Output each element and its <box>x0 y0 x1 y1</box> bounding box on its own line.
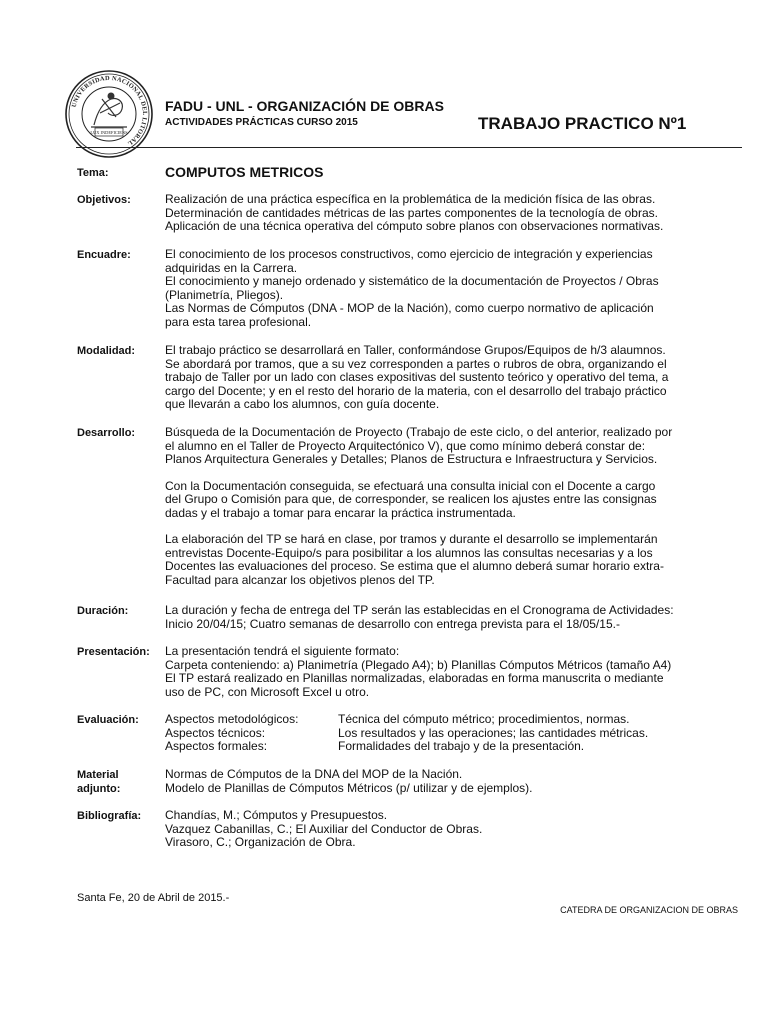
header-title: FADU - UNL - ORGANIZACIÓN DE OBRAS <box>165 98 444 114</box>
objetivos-line: Aplicación de una técnica operativa del cómputo sobre planos con observaciones normativas. <box>165 219 664 233</box>
section-encuadre <box>77 248 747 329</box>
modalidad-line: cargo del Docente; y en el resto del horario de la materia, con el desarrollo del trabajo práctico <box>165 383 667 398</box>
section-material <box>77 768 747 795</box>
encuadre-line: (Planimetría, Pliegos). <box>165 287 284 302</box>
desarrollo-line: Búsqueda de la Documentación de Proyecto (Trabajo de este ciclo, o del anterior, realizado por <box>165 425 673 439</box>
label-duracion: Duración: <box>77 605 129 617</box>
seal-ring-text: UNIVERSIDAD NACIONAL DEL LITORAL <box>70 74 149 147</box>
label-desarrollo: Desarrollo: <box>77 427 136 439</box>
label-encuadre: Encuadre: <box>77 249 131 261</box>
objetivos-line: Determinación de cantidades métricas de las partes componentes de la tecnología de obras. <box>165 205 658 220</box>
evaluacion-detail: Técnica del cómputo métrico; procedimientos, normas. <box>338 712 630 726</box>
section-tema <box>77 164 747 180</box>
label-bibliografia: Bibliografía: <box>77 810 142 822</box>
encuadre-line: El conocimiento de los procesos constructivos, como ejercicio de integración y experiencias <box>165 247 653 261</box>
encuadre-line: para esta tarea profesional. <box>165 314 312 329</box>
seal-motto: LUX INDEFICIENS <box>90 130 128 135</box>
desarrollo-line: La elaboración del TP se hará en clase, por tramos y durante el desarrollo se implementarán <box>165 532 658 546</box>
document-date: Santa Fe, 20 de Abril de 2015.- <box>77 892 230 904</box>
material-line: Normas de Cómputos de la DNA del MOP de la Nación. <box>165 767 463 781</box>
presentacion-line: La presentación tendrá el siguiente formato: <box>165 644 400 658</box>
footer-catedra: CATEDRA DE ORGANIZACION DE OBRAS <box>560 905 738 915</box>
desarrollo-line: del Grupo o Comisión para que, de corresponder, se realicen los ajustes entre las consignas <box>165 492 657 506</box>
evaluacion-aspect: Aspectos técnicos: <box>165 725 266 740</box>
label-material-line2: adjunto: <box>77 783 121 795</box>
evaluacion-detail: Los resultados y las operaciones; las cantidades métricas. <box>338 725 649 740</box>
encuadre-line: adquiridas en la Carrera. <box>165 260 298 275</box>
header-rule <box>76 147 742 148</box>
objetivos-line: Realización de una práctica específica en la problemática de la medición física de las obras. <box>165 192 656 206</box>
modalidad-line: trabajo de Taller por un lado con clases expositivas del sustento teórico y operativo del tema, a <box>165 370 669 384</box>
desarrollo-line: Docentes las evaluaciones del proceso. Se estima que el alumno deberá sumar horario extra- <box>165 559 664 573</box>
label-presentacion: Presentación: <box>77 646 150 658</box>
evaluacion-row <box>165 740 747 754</box>
desarrollo-line: dadas y el trabajo a tomar para encarar la práctica instrumentada. <box>165 505 516 520</box>
evaluacion-aspect: Aspectos formales: <box>165 739 268 753</box>
bibliografia-line: Vazquez Cabanillas, C.; El Auxiliar del Conductor de Obras. <box>165 821 483 836</box>
header-subtitle: ACTIVIDADES PRÁCTICAS CURSO 2015 <box>165 117 358 128</box>
desarrollo-line: Facultad para alcanzar los objetivos plenos del TP. <box>165 572 435 587</box>
duracion-line: La duración y fecha de entrega del TP serán las establecidas en el Cronograma de Actividades: <box>165 603 674 617</box>
section-bibliografia <box>77 809 747 850</box>
desarrollo-line: Planos Arquitectura Generales y Detalles; Planos de Estructura e Infraestructura y Servicios. <box>165 452 658 466</box>
bibliografia-line: Chandías, M.; Cómputos y Presupuestos. <box>165 808 388 822</box>
section-presentacion <box>77 645 747 699</box>
section-objetivos <box>77 193 747 234</box>
section-evaluacion <box>77 713 747 754</box>
label-material-line1: Material <box>77 769 119 781</box>
section-duracion <box>77 604 747 631</box>
section-modalidad <box>77 344 747 412</box>
desarrollo-line: el alumno en el Taller de Proyecto Arquitectónico V), que como mínimo deberá constar de: <box>165 438 646 453</box>
evaluacion-row <box>165 713 747 727</box>
modalidad-line: El trabajo práctico se desarrollará en Taller, conformándose Grupos/Equipos de h/3 alaumnos. <box>165 343 666 357</box>
modalidad-line: Se abordará por tramos, que a su vez corresponden a partes o rubros de obra, organizando el <box>165 356 667 371</box>
desarrollo-line: Con la Documentación conseguida, se efectuará una consulta inicial con el Docente a cargo <box>165 478 656 493</box>
bibliografia-line: Virasoro, C.; Organización de Obra. <box>165 835 356 849</box>
encuadre-line: Las Normas de Cómputos (DNA - MOP de la Nación), como cuerpo normativo de aplicación <box>165 301 654 315</box>
label-evaluacion: Evaluación: <box>77 714 139 726</box>
evaluacion-row <box>165 727 747 741</box>
presentacion-line: Carpeta conteniendo: a) Planimetría (Plegado A4); b) Planillas Cómputos Métricos (tamaño A4) <box>165 657 672 672</box>
duracion-line: Inicio 20/04/15; Cuatro semanas de desarrollo con entrega prevista para el 18/05/15.- <box>165 616 620 631</box>
desarrollo-line: entrevistas Docente-Equipo/s para posibilitar a los alumnos las consultas necesarias y a los <box>165 545 653 560</box>
encuadre-line: El conocimiento y manejo ordenado y sistemático de la documentación de Proyectos / Obras <box>165 274 659 288</box>
evaluacion-aspect: Aspectos metodológicos: <box>165 712 299 726</box>
university-seal <box>64 69 154 159</box>
modalidad-line: que llevarán a cabo los alumnos, con guía docente. <box>165 397 440 411</box>
tema-value: COMPUTOS METRICOS <box>165 164 324 180</box>
material-line: Modelo de Planillas de Cómputos Métricos (p/ utilizar y de ejemplos). <box>165 780 533 795</box>
evaluacion-detail: Formalidades del trabajo y de la presentación. <box>338 739 585 753</box>
section-desarrollo <box>77 426 747 587</box>
label-tema: Tema: <box>77 167 109 179</box>
presentacion-line: El TP estará realizado en Planillas normalizadas, elaboradas en forma manuscrita o mediante <box>165 671 664 685</box>
presentacion-line: uso de PC, con Microsoft Excel u otro. <box>165 684 370 699</box>
label-material <box>77 768 165 796</box>
label-objetivos: Objetivos: <box>77 194 131 206</box>
label-modalidad: Modalidad: <box>77 345 136 357</box>
tp-title: TRABAJO PRACTICO Nº1 <box>478 114 687 133</box>
